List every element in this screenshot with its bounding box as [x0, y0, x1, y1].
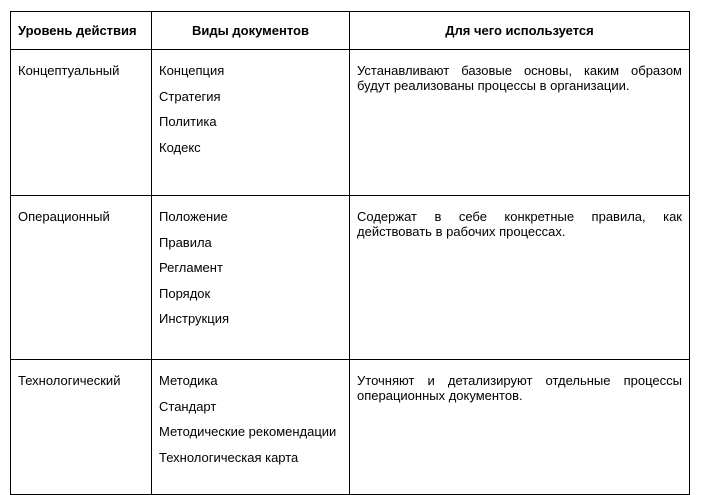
document-item: Стратегия [159, 88, 221, 104]
level-cell: Операционный [11, 196, 152, 360]
level-cell: Концептуальный [11, 50, 152, 196]
document-item: Положение [159, 209, 228, 224]
documents-list [159, 209, 349, 337]
document-item: Стандарт [159, 398, 217, 414]
level-cell: Технологический [11, 360, 152, 495]
document-types-table [10, 11, 690, 495]
table-header-row [11, 12, 690, 50]
document-item: Правила [159, 234, 212, 250]
document-item: Регламент [159, 260, 223, 275]
header-purpose: Для чего используется [350, 12, 690, 50]
document-item: Политика [159, 114, 217, 129]
document-item: Технологическая карта [159, 449, 299, 465]
documents-cell [152, 50, 350, 196]
document-item: Концепция [159, 63, 225, 78]
document-item: Инструкция [159, 311, 229, 326]
documents-list [159, 373, 349, 475]
document-item: Порядок [159, 285, 211, 301]
documents-cell [152, 360, 350, 495]
document-item: Методика [159, 373, 218, 388]
purpose-cell: Устанавливают базовые основы, каким образом будут реализованы процессы в организации. [350, 50, 690, 196]
documents-list [159, 63, 349, 165]
document-item: Методические рекомендации [159, 424, 337, 439]
header-level: Уровень действия [11, 12, 152, 50]
document-item: Кодекс [159, 139, 201, 155]
purpose-cell: Содержат в себе конкретные правила, как действовать в рабочих процессах. [350, 196, 690, 360]
table-row [11, 196, 690, 360]
table-row [11, 50, 690, 196]
purpose-cell: Уточняют и детализируют отдельные процессы операционных документов. [350, 360, 690, 495]
header-documents: Виды документов [152, 12, 350, 50]
table-row [11, 360, 690, 495]
documents-cell [152, 196, 350, 360]
